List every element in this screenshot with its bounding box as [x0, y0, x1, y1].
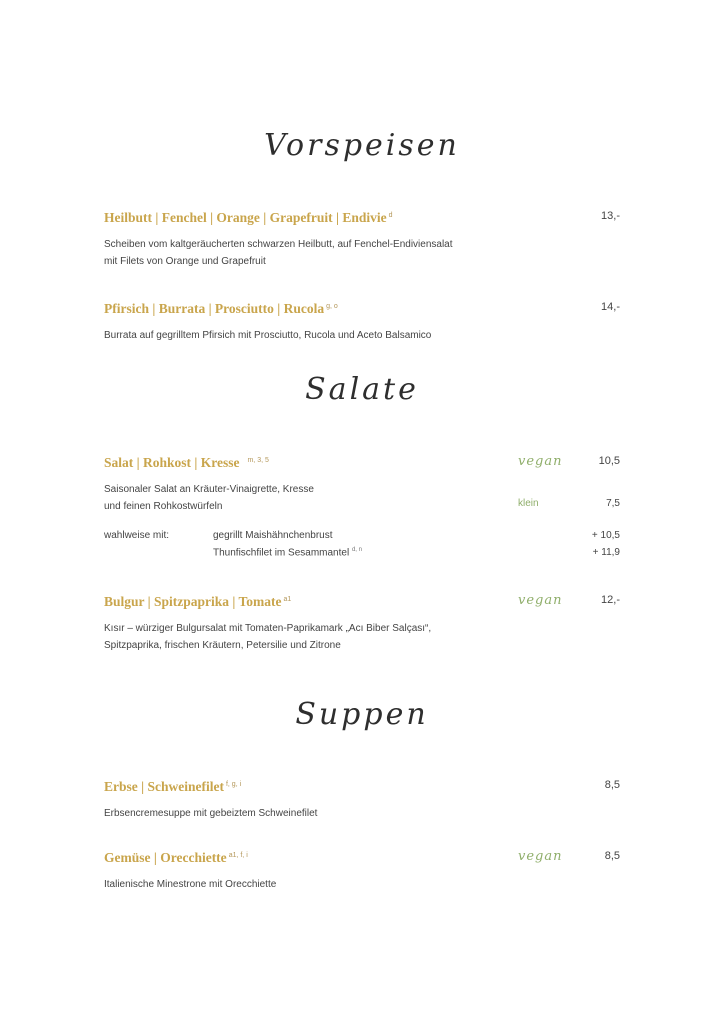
small-portion-label: klein — [518, 498, 539, 509]
dish-gemuese — [104, 850, 620, 893]
dish-description: Italienische Minestrone mit Orecchiette — [104, 879, 277, 890]
allergens: a1 — [283, 595, 292, 603]
section-title-vorspeisen: Vorspeisen — [264, 128, 460, 163]
section-title-salate: Salate — [305, 372, 419, 407]
dish-name: Heilbutt | Fenchel | Orange | Grapefruit | Endivie $^d$ — [104, 210, 393, 225]
price: 8,5 — [604, 779, 620, 791]
price: 10,5 — [598, 455, 620, 467]
allergens: m, 3, 5 — [247, 456, 269, 464]
options-label: wahlweise mit: — [104, 530, 170, 541]
allergens: a1, f, i — [228, 851, 248, 859]
option-row — [104, 547, 620, 564]
dish-description: mit Filets von Orange und Grapefruit — [104, 256, 266, 267]
option-name: Thunfischfilet im Sesammantel $^{d, n}$ — [213, 547, 362, 559]
dish-name: Bulgur | Spitzpaprika | Tomate $^{a1}$ — [104, 594, 292, 609]
section-title-suppen: Suppen — [295, 697, 429, 732]
allergens: d, n — [351, 547, 362, 553]
dish-name: Erbse | Schweinefilet $^{f, g, i}$ — [104, 779, 242, 794]
small-portion-row — [104, 498, 620, 515]
option-name: gegrillt Maishähnchenbrust — [213, 530, 333, 541]
allergens: f, g, i — [225, 780, 242, 788]
allergens: d — [388, 211, 393, 219]
vegan-label: vegan — [518, 849, 563, 864]
dish-description: und feinen Rohkostwürfeln — [104, 501, 223, 512]
price: 14,- — [601, 301, 620, 313]
price: 8,5 — [604, 850, 620, 862]
vegan-label: vegan — [518, 454, 563, 469]
dish-bulgur — [104, 594, 620, 654]
allergens: g, o — [326, 302, 338, 310]
vegan-label: vegan — [518, 593, 563, 608]
small-portion-price: 7,5 — [606, 498, 620, 509]
dish-description: Burrata auf gegrilltem Pfirsich mit Prosciutto, Rucola und Aceto Balsamico — [104, 330, 432, 341]
option-price: + 11,9 — [592, 547, 620, 558]
dish-pfirsich — [104, 301, 620, 344]
price: 12,- — [601, 594, 620, 606]
dish-description: Kısır – würziger Bulgursalat mit Tomaten-Paprikamark „Acı Biber Salçası“, — [104, 623, 432, 634]
option-row — [104, 530, 620, 547]
dish-name: Pfirsich | Burrata | Prosciutto | Rucola $^{g, o}$ — [104, 301, 338, 316]
price: 13,- — [601, 210, 620, 222]
dish-erbse — [104, 779, 620, 822]
dish-description: Spitzpaprika, frischen Kräutern, Petersilie und Zitrone — [104, 640, 341, 651]
dish-name: Salat | Rohkost | Kresse $^{m, 3, 5}$ — [104, 455, 269, 470]
option-price: + 10,5 — [591, 530, 620, 541]
dish-description: Scheiben vom kaltgeräucherten schwarzen Heilbutt, auf Fenchel-Endiviensalat — [104, 239, 453, 250]
dish-name: Gemüse | Orecchiette $^{a1, f, i}$ — [104, 850, 248, 865]
dish-heilbutt — [104, 210, 620, 270]
dish-description: Erbsencremesuppe mit gebeiztem Schweinefilet — [104, 808, 318, 819]
dish-description: Saisonaler Salat an Kräuter-Vinaigrette, Kresse — [104, 484, 314, 495]
